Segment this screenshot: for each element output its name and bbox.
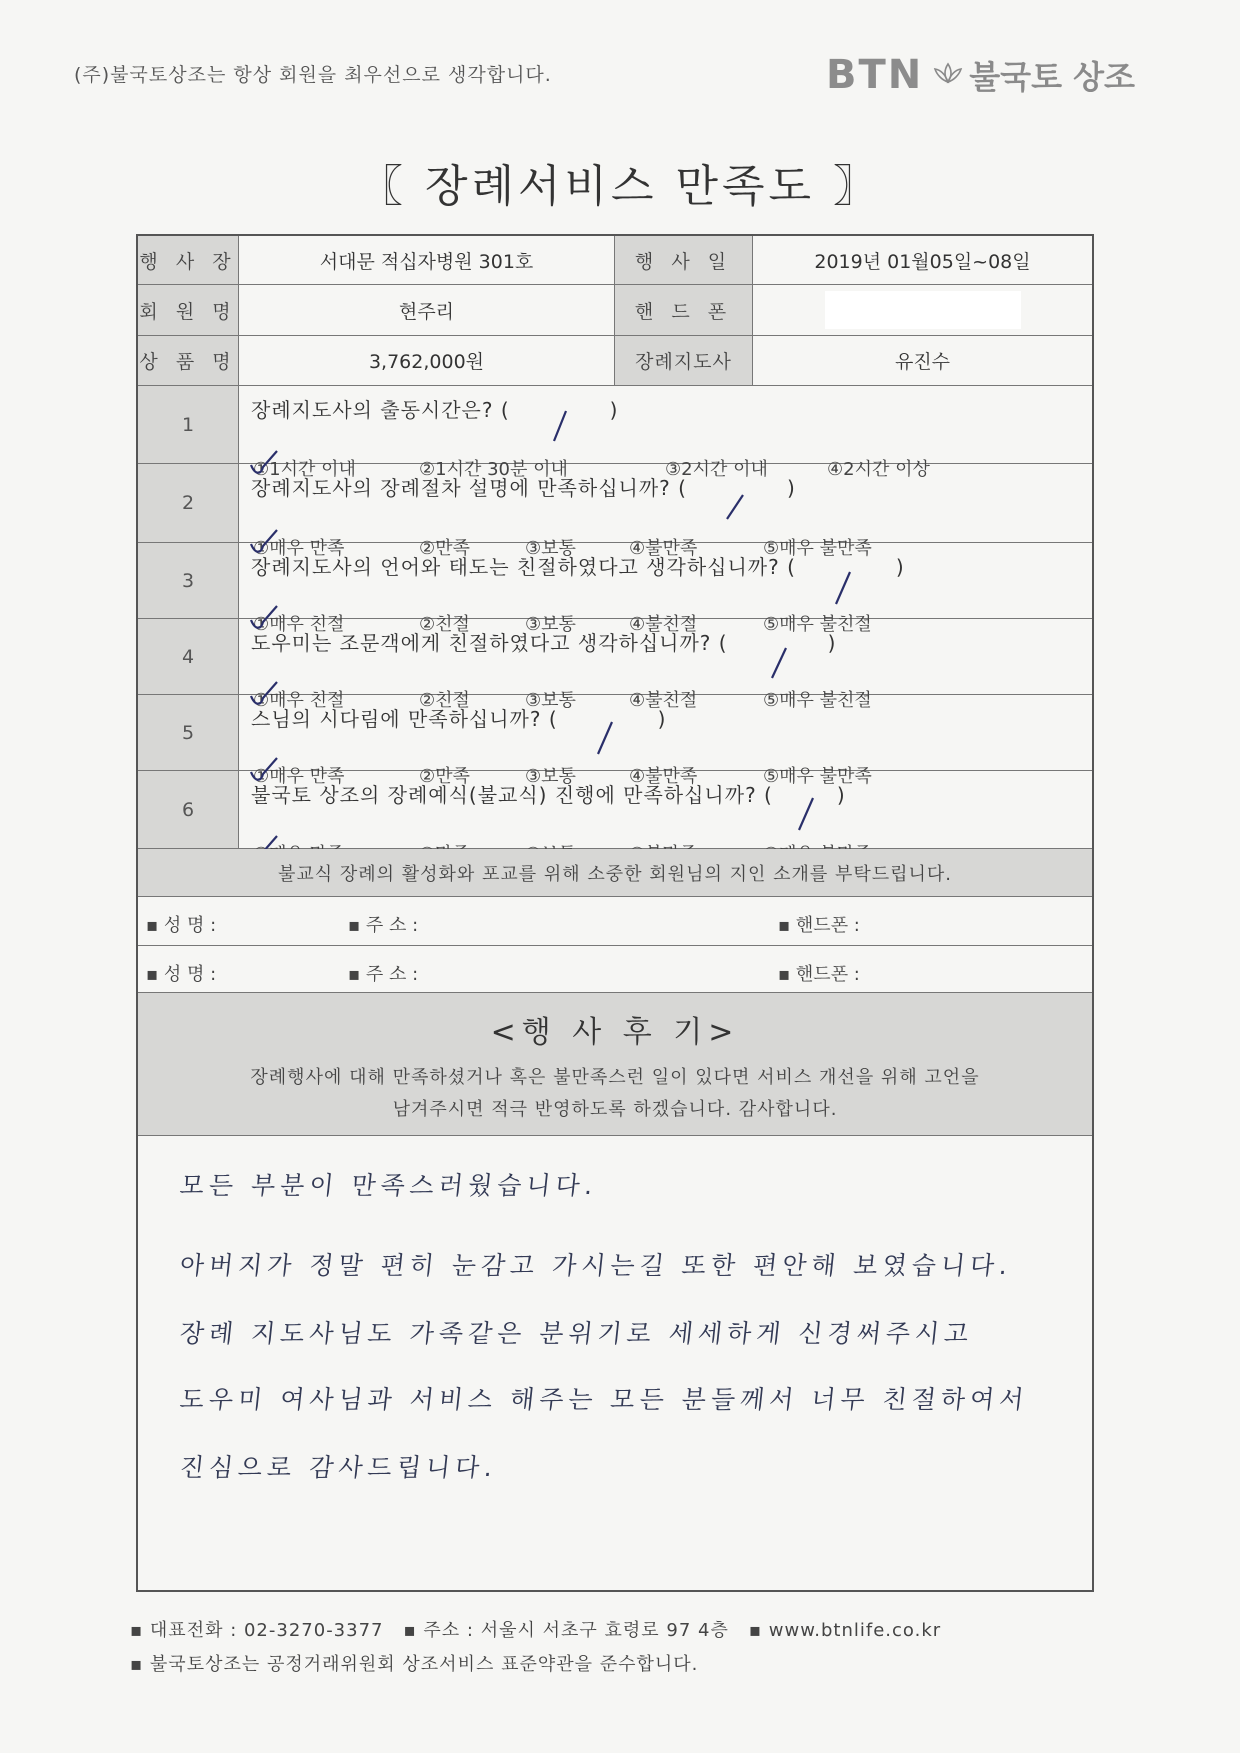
option-5[interactable]: ⑤매우 불만족 bbox=[763, 538, 872, 559]
answer-slash-mark bbox=[822, 570, 862, 610]
venue-value: 서대문 적십자병원 301호 bbox=[238, 236, 614, 284]
review-header-row bbox=[138, 993, 1092, 1136]
question-number: 4 bbox=[138, 619, 238, 694]
referral-notice: 불교식 장례의 활성화와 포교를 위해 소중한 회원님의 지인 소개를 부탁드립니다. bbox=[277, 863, 953, 885]
phone-label: 핸 드 폰 bbox=[614, 285, 752, 335]
question-row-3 bbox=[138, 543, 1092, 635]
referral-notice-row bbox=[138, 849, 1092, 897]
option-1[interactable]: ①매우 친절 bbox=[253, 614, 345, 635]
phone-value bbox=[752, 285, 1092, 335]
question-number: 3 bbox=[138, 543, 238, 618]
header-note: (주)불국토상조는 항상 회원을 최우선으로 생각합니다. bbox=[74, 64, 552, 86]
option-2[interactable]: ②1시간 30분 이내 bbox=[419, 459, 568, 480]
footer-terms: ▪ 불국토상조는 공정거래위원회 상조서비스 표준약관을 준수합니다. bbox=[130, 1654, 699, 1675]
phone-redaction bbox=[825, 291, 1021, 329]
logo-brand-text: 불국토 상조 bbox=[969, 58, 1135, 96]
referral-address-label: ▪ 주 소 : bbox=[348, 964, 419, 985]
referral-address-label: ▪ 주 소 : bbox=[348, 915, 419, 936]
option-2[interactable]: ②만족 bbox=[419, 538, 470, 559]
member-value: 현주리 bbox=[238, 285, 614, 335]
answer-slash-mark bbox=[758, 646, 798, 686]
question-body bbox=[238, 386, 1092, 480]
handwritten-line: 아버지가 정말 편히 눈감고 가시는길 또한 편안해 보였습니다. bbox=[178, 1251, 1014, 1280]
handwritten-line: 도우미 여사님과 서비스 해주는 모든 분들께서 너무 친절하여서 bbox=[178, 1385, 1030, 1414]
footer-phone: ▪ 대표전화 : 02-3270-3377 bbox=[130, 1620, 384, 1641]
question-body bbox=[238, 771, 1092, 848]
option-1[interactable]: ①매우 친절 bbox=[253, 690, 345, 711]
question-row-4 bbox=[138, 619, 1092, 711]
option-4[interactable]: ④2시간 이상 bbox=[827, 459, 930, 480]
question-close: ) bbox=[836, 783, 846, 807]
date-value: 2019년 01월05일~08일 bbox=[752, 236, 1092, 284]
option-4[interactable]: ④불친절 bbox=[629, 614, 698, 635]
option-4[interactable]: ④불친절 bbox=[629, 690, 698, 711]
option-5[interactable]: ⑤매우 불친절 bbox=[763, 690, 872, 711]
logo-btn-text: BTN bbox=[826, 52, 924, 98]
handwritten-line: 장례 지도사님도 가족같은 분위기로 세세하게 신경써주시고 bbox=[178, 1319, 975, 1348]
review-heading: <행 사 후 기> bbox=[490, 1015, 740, 1050]
referral-row-2 bbox=[138, 946, 1092, 993]
question-text: 장례지도사의 언어와 태도는 친절하였다고 생각하십니까? ( bbox=[251, 555, 796, 579]
referral-name-label: ▪ 성 명 : bbox=[146, 964, 217, 985]
option-1[interactable]: ①1시간 이내 bbox=[253, 459, 356, 480]
question-row-5 bbox=[138, 695, 1092, 787]
answer-slash-mark bbox=[584, 720, 624, 760]
option-3[interactable]: ③2시간 이내 bbox=[665, 459, 768, 480]
product-label: 상 품 명 bbox=[138, 336, 238, 385]
director-label: 장례지도사 bbox=[614, 336, 752, 385]
question-text: 불국토 상조의 장례예식(불교식) 진행에 만족하십니까? ( bbox=[251, 783, 773, 807]
question-close: ) bbox=[827, 631, 837, 655]
referral-name-label: ▪ 성 명 : bbox=[146, 915, 217, 936]
venue-label: 행 사 장 bbox=[138, 236, 238, 284]
survey-form bbox=[136, 234, 1094, 1592]
question-close: ) bbox=[895, 555, 905, 579]
option-4[interactable]: ④불만족 bbox=[629, 766, 698, 787]
handwritten-line: 진심으로 감사드립니다. bbox=[178, 1453, 499, 1482]
option-4[interactable]: ④불만족 bbox=[629, 538, 698, 559]
answer-slash-mark bbox=[715, 491, 755, 525]
director-value: 유진수 bbox=[752, 336, 1092, 385]
btn-logo bbox=[826, 50, 1135, 100]
question-number: 2 bbox=[138, 464, 238, 542]
option-3[interactable]: ③보통 bbox=[525, 690, 576, 711]
handwritten-line: 모든 부분이 만족스러웠습니다. bbox=[178, 1171, 600, 1200]
footer-address: ▪ 주소 : 서울시 서초구 효령로 97 4층 bbox=[403, 1620, 729, 1641]
footer-contact-line bbox=[130, 1616, 941, 1642]
option-1[interactable]: ①매우 만족 bbox=[253, 538, 345, 559]
option-2[interactable]: ②만족 bbox=[419, 766, 470, 787]
question-text: 스님의 시다림에 만족하십니까? ( bbox=[251, 707, 558, 731]
option-5[interactable]: ⑤매우 불친절 bbox=[763, 614, 872, 635]
question-body bbox=[238, 695, 1092, 787]
option-3[interactable]: ③보통 bbox=[525, 538, 576, 559]
lotus-icon bbox=[931, 60, 965, 90]
answer-slash-mark bbox=[785, 796, 825, 836]
info-row-member bbox=[138, 285, 1092, 336]
option-2[interactable]: ②친절 bbox=[419, 614, 470, 635]
question-row-1 bbox=[138, 386, 1092, 480]
info-row-venue bbox=[138, 236, 1092, 285]
review-description-line-1: 장례행사에 대해 만족하셨거나 혹은 불만족스런 일이 있다면 서비스 개선을 위해 고언을 bbox=[250, 1067, 980, 1088]
question-body bbox=[238, 619, 1092, 711]
footer-website[interactable]: ▪ www.btnlife.co.kr bbox=[748, 1620, 942, 1641]
question-number: 5 bbox=[138, 695, 238, 770]
question-body bbox=[238, 543, 1092, 635]
question-row-2 bbox=[138, 464, 1092, 559]
date-label: 행 사 일 bbox=[614, 236, 752, 284]
option-2[interactable]: ②친절 bbox=[419, 690, 470, 711]
member-label: 회 원 명 bbox=[138, 285, 238, 335]
question-body bbox=[238, 464, 1092, 559]
option-1[interactable]: ①매우 만족 bbox=[253, 766, 345, 787]
review-text-area bbox=[138, 1136, 1092, 1590]
question-text: 장례지도사의 출동시간은? ( bbox=[251, 398, 510, 422]
option-5[interactable]: ⑤매우 불만족 bbox=[763, 766, 872, 787]
info-row-product bbox=[138, 336, 1092, 386]
question-row-6 bbox=[138, 771, 1092, 849]
page-title: 〖 장례서비스 만족도 〗 bbox=[359, 161, 881, 212]
option-3[interactable]: ③보통 bbox=[525, 614, 576, 635]
review-description-line-2: 남겨주시면 적극 반영하도록 하겠습니다. 감사합니다. bbox=[392, 1099, 838, 1120]
referral-phone-label: ▪ 핸드폰 : bbox=[778, 915, 860, 936]
question-close: ) bbox=[609, 398, 619, 422]
referral-phone-label: ▪ 핸드폰 : bbox=[778, 964, 860, 985]
option-3[interactable]: ③보통 bbox=[525, 766, 576, 787]
question-text: 도우미는 조문객에게 친절하였다고 생각하십니까? ( bbox=[251, 631, 728, 655]
product-value: 3,762,000원 bbox=[238, 336, 614, 385]
question-text: 장례지도사의 장례절차 설명에 만족하십니까? ( bbox=[251, 476, 687, 500]
referral-row-1 bbox=[138, 897, 1092, 946]
question-number: 1 bbox=[138, 386, 238, 463]
question-close: ) bbox=[657, 707, 667, 731]
question-number: 6 bbox=[138, 771, 238, 848]
answer-slash-mark bbox=[540, 409, 580, 443]
question-close: ) bbox=[786, 476, 796, 500]
